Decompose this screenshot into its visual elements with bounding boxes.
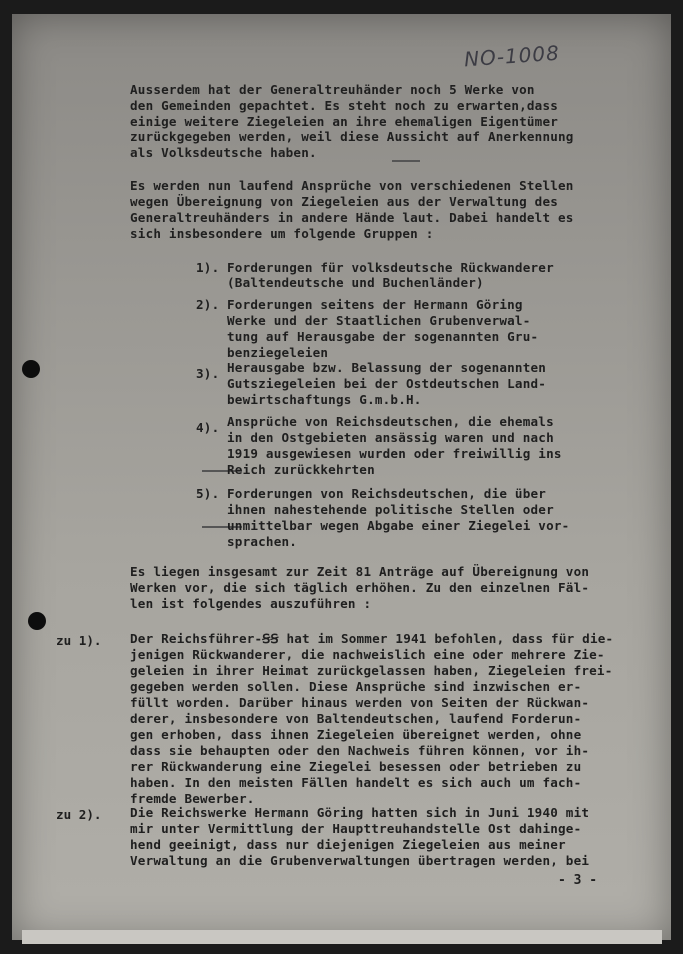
group-line: Herausgabe bzw. Belassung der sogenannten: [227, 360, 547, 375]
text-line: hend geeinigt, dass nur diejenigen Ziegeleien aus meiner: [130, 837, 566, 852]
text-line: geleien in ihrer Heimat zurückgelassen haben, Ziegeleien frei-: [130, 663, 613, 678]
group-number: 4).: [196, 420, 220, 435]
text-line: Werken vor, die sich täglich erhöhen. Zu den einzelnen Fäl-: [130, 580, 590, 595]
group-number: 2).: [196, 297, 220, 312]
text-line: jenigen Rückwanderer, die nachweislich eine oder mehrere Zie-: [130, 647, 605, 662]
group-number: 3).: [196, 366, 220, 381]
text-line: gegeben werden sollen. Diese Ansprüche sind inzwischen er-: [130, 679, 582, 694]
text-line: füllt worden. Darüber hinaus werden von Seiten der Rückwan-: [130, 695, 590, 710]
text-line: Es werden nun laufend Ansprüche von verschiedenen Stellen: [130, 178, 574, 193]
text-line: zurückgegeben werden, weil diese Aussicht auf Anerkennung: [130, 129, 574, 144]
text-line: wegen Übereignung von Ziegeleien aus der Verwaltung des: [130, 194, 559, 209]
punch-hole-bottom: [28, 612, 46, 630]
text-line: den Gemeinden gepachtet. Es steht noch zu erwarten,dass: [130, 98, 559, 113]
section-label-2: zu 2).: [56, 807, 102, 822]
text-line: einige weitere Ziegeleien an ihre ehemaligen Eigentümer: [130, 114, 559, 129]
text-line: gen erhoben, dass ihnen Ziegeleien übereignet werden, ohne: [130, 727, 582, 742]
text-line: Ausserdem hat der Generaltreuhänder noch 5 Werke von: [130, 82, 535, 97]
text-line: len ist folgendes auszuführen :: [130, 596, 372, 611]
group-line: sprachen.: [227, 534, 298, 549]
text-line: Der Reichsführer-ꞨꞨ hat im Sommer 1941 befohlen, dass für die-: [130, 631, 614, 646]
paper-edge: [22, 930, 662, 944]
pen-mark: [392, 160, 420, 162]
group-number: 1).: [196, 260, 220, 275]
group-line: benziegeleien: [227, 345, 329, 360]
text-line: dass sie behaupten oder den Nachweis führen können, vor ih-: [130, 743, 590, 758]
group-line: Ansprüche von Reichsdeutschen, die ehemals: [227, 414, 554, 429]
group-number: 5).: [196, 486, 220, 501]
group-line: Reich zurückkehrten: [227, 462, 375, 477]
group-line: (Baltendeutsche und Buchenländer): [227, 275, 484, 290]
page-number: - 3 -: [558, 873, 598, 888]
text-line: derer, insbesondere von Baltendeutschen, laufend Forderun-: [130, 711, 582, 726]
group-line: Forderungen für volksdeutsche Rückwanderer: [227, 260, 554, 275]
punch-hole-top: [22, 360, 40, 378]
handwritten-document-number: NO-1008: [463, 40, 561, 72]
group-line: Forderungen seitens der Hermann Göring: [227, 297, 523, 312]
text-line: sich insbesondere um folgende Gruppen :: [130, 226, 434, 241]
document-page: [12, 14, 671, 940]
group-line: Forderungen von Reichsdeutschen, die über: [227, 486, 547, 501]
group-line: unmittelbar wegen Abgabe einer Ziegelei vor-: [227, 518, 570, 533]
text-line: rer Rückwanderung eine Ziegelei besessen oder betrieben zu: [130, 759, 582, 774]
text-line: Es liegen insgesamt zur Zeit 81 Anträge auf Übereignung von: [130, 564, 590, 579]
text-line: Generaltreuhänders in andere Hände laut. Dabei handelt es: [130, 210, 574, 225]
group-line: Gutsziegeleien bei der Ostdeutschen Land-: [227, 376, 547, 391]
group-line: Werke und der Staatlichen Grubenverwal-: [227, 313, 531, 328]
section-label-1: zu 1).: [56, 633, 102, 648]
text-line: als Volksdeutsche haben.: [130, 145, 317, 160]
group-line: bewirtschaftungs G.m.b.H.: [227, 392, 422, 407]
text-line: fremde Bewerber.: [130, 791, 255, 806]
group-line: tung auf Herausgabe der sogenannten Gru-: [227, 329, 539, 344]
group-line: in den Ostgebieten ansässig waren und nach: [227, 430, 554, 445]
text-line: Verwaltung an die Grubenverwaltungen übertragen werden, bei: [130, 853, 590, 868]
text-line: mir unter Vermittlung der Haupttreuhandstelle Ost dahinge-: [130, 821, 582, 836]
group-line: ihnen nahestehende politische Stellen oder: [227, 502, 554, 517]
group-line: 1919 ausgewiesen wurden oder freiwillig ins: [227, 446, 562, 461]
text-line: Die Reichswerke Hermann Göring hatten sich in Juni 1940 mit: [130, 805, 590, 820]
text-line: haben. In den meisten Fällen handelt es sich auch um fach-: [130, 775, 582, 790]
